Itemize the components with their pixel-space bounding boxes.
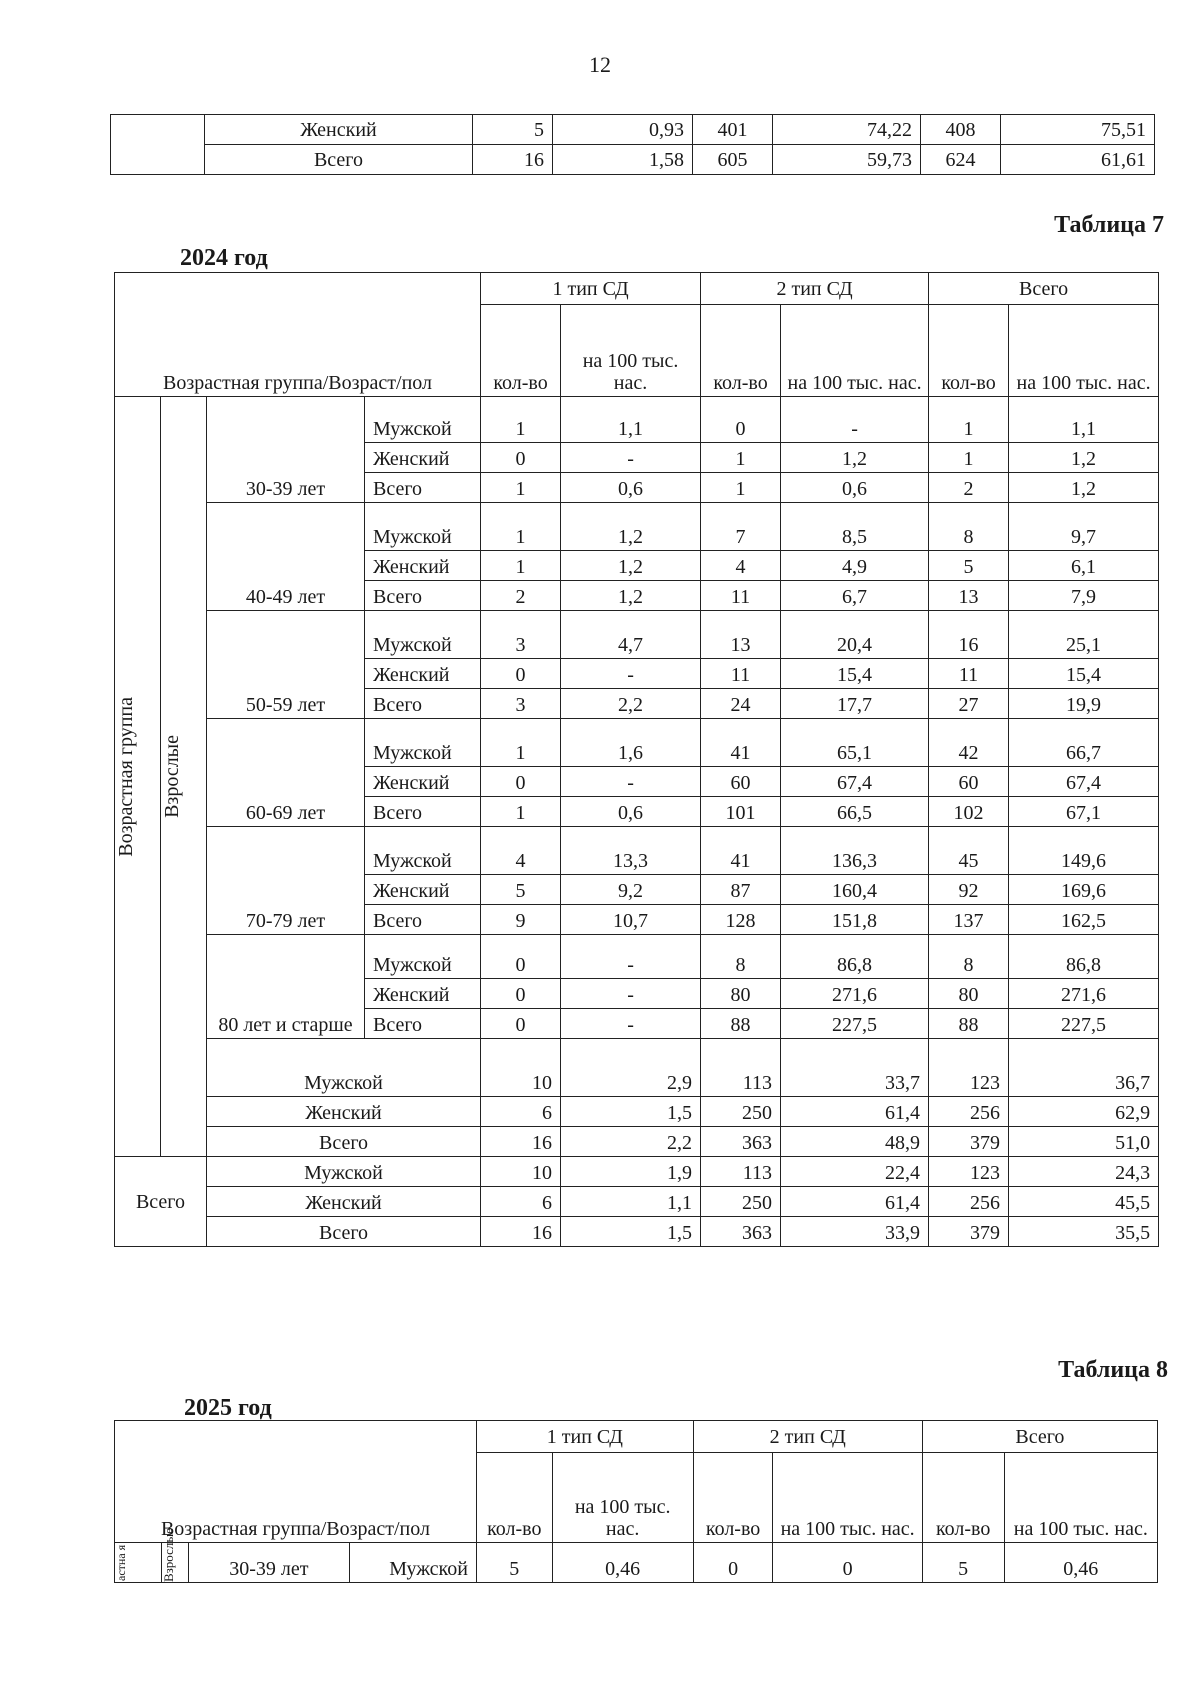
sex-cell: Мужской [365,503,481,551]
value-cell: 11 [701,581,781,611]
value-cell: 92 [929,875,1009,905]
value-cell: 1 [481,503,561,551]
value-cell: 48,9 [781,1127,929,1157]
value-cell: 1,1 [1009,397,1159,443]
header-rate: на 100 тыс. нас. [773,1453,922,1543]
value-cell: 2,2 [561,689,701,719]
sex-cell: Мужской [365,935,481,979]
value-cell: 27 [929,689,1009,719]
sex-cell: Всего [365,1009,481,1039]
age-cell: 60-69 лет [207,719,365,827]
value-cell: 16 [481,1127,561,1157]
value-cell: 41 [701,719,781,767]
value-cell: 1,2 [561,581,701,611]
sex-total-cell: Мужской [207,1039,481,1097]
value-cell: 9 [481,905,561,935]
header-group-type2: 2 тип СД [693,1421,922,1453]
value-cell: 0,46 [552,1543,693,1583]
value-cell: 86,8 [781,935,929,979]
value-cell: 5 [922,1543,1004,1583]
sex-cell: Всего [365,797,481,827]
value-cell: 0 [693,1543,773,1583]
sex-cell: Женский [365,551,481,581]
value-cell: 22,4 [781,1157,929,1187]
sex-total-cell: Всего [207,1127,481,1157]
value-cell: 1,2 [561,551,701,581]
value-cell: 113 [701,1039,781,1097]
value-cell: 3 [481,689,561,719]
table-7-title: Таблица 7 [1054,212,1164,238]
value-cell: 0 [481,659,561,689]
table-row [115,1097,1159,1127]
sex-cell: Женский [365,767,481,797]
value-cell: 256 [929,1187,1009,1217]
empty-cell [111,115,205,175]
table-row [115,1157,1159,1187]
age-cell: 30-39 лет [188,1543,350,1583]
value-cell: 1,2 [561,503,701,551]
value-cell: 123 [929,1157,1009,1187]
header-group-total: Всего [922,1421,1157,1453]
value-cell: 113 [701,1157,781,1187]
value-cell: 20,4 [781,611,929,659]
value-cell: 1 [481,797,561,827]
value-cell: 0,6 [561,473,701,503]
value-cell: 1 [481,719,561,767]
value-cell: 6,1 [1009,551,1159,581]
value-cell: - [561,935,701,979]
table-7 [114,272,1159,1247]
sex-cell: Всего [205,145,473,175]
value-cell: 6 [481,1097,561,1127]
value-cell: 42 [929,719,1009,767]
value-cell: 408 [921,115,1001,145]
value-cell: 3 [481,611,561,659]
age-cell: 30-39 лет [207,397,365,503]
header-rate: на 100 тыс. нас. [561,305,701,397]
age-cell: 40-49 лет [207,503,365,611]
header-count: кол-во [476,1453,552,1543]
value-cell: 10 [481,1039,561,1097]
value-cell: 1,1 [561,1187,701,1217]
value-cell: 8 [929,935,1009,979]
value-cell: 256 [929,1097,1009,1127]
value-cell: 1,1 [561,397,701,443]
value-cell: 1 [481,473,561,503]
table-8-year: 2025 год [184,1395,272,1421]
value-cell: 61,4 [781,1097,929,1127]
value-cell: 624 [921,145,1001,175]
value-cell: 24 [701,689,781,719]
value-cell: 136,3 [781,827,929,875]
value-cell: 0 [701,397,781,443]
value-cell: 10 [481,1157,561,1187]
header-group-total: Всего [929,273,1159,305]
value-cell: 61,61 [1001,145,1155,175]
value-cell: 1,2 [1009,473,1159,503]
value-cell: 5 [473,115,553,145]
grand-total-label: Всего [115,1157,207,1247]
value-cell: 363 [701,1217,781,1247]
table-row [115,611,1159,659]
value-cell: 7,9 [1009,581,1159,611]
value-cell: 75,51 [1001,115,1155,145]
value-cell: 87 [701,875,781,905]
sex-cell: Женский [365,979,481,1009]
header-rate: на 100 тыс. нас. [781,305,929,397]
sex-total-cell: Женский [207,1187,481,1217]
sex-cell: Мужской [365,397,481,443]
value-cell: 80 [929,979,1009,1009]
value-cell: 0,93 [553,115,693,145]
value-cell: 2 [929,473,1009,503]
header-rate: на 100 тыс. нас. [1009,305,1159,397]
value-cell: 1 [481,397,561,443]
value-cell: 0 [481,935,561,979]
header-group-type2: 2 тип СД [701,273,929,305]
value-cell: 35,5 [1009,1217,1159,1247]
header-corner: Возрастная группа/Возраст/пол [115,1421,477,1543]
value-cell: 250 [701,1187,781,1217]
value-cell: 17,7 [781,689,929,719]
value-cell: - [561,1009,701,1039]
age-cell: 80 лет и старше [207,935,365,1039]
value-cell: 160,4 [781,875,929,905]
value-cell: - [561,979,701,1009]
sex-total-cell: Женский [207,1097,481,1127]
value-cell: 5 [929,551,1009,581]
value-cell: 13 [701,611,781,659]
inner-group-label: Взрослые [162,1543,189,1583]
header-count: кол-во [693,1453,773,1543]
table-row [115,719,1159,767]
value-cell: 86,8 [1009,935,1159,979]
value-cell: 1 [929,397,1009,443]
value-cell: 1 [481,551,561,581]
value-cell: 8,5 [781,503,929,551]
outer-group-label: Возрастная группа [115,397,161,1157]
header-group-type1: 1 тип СД [481,273,701,305]
value-cell: 1,6 [561,719,701,767]
value-cell: - [561,443,701,473]
value-cell: 1,5 [561,1097,701,1127]
value-cell: 36,7 [1009,1039,1159,1097]
value-cell: 401 [693,115,773,145]
value-cell: 1,58 [553,145,693,175]
value-cell: 123 [929,1039,1009,1097]
table-row [115,827,1159,875]
value-cell: 24,3 [1009,1157,1159,1187]
sex-cell: Женский [365,875,481,905]
sex-cell: Мужской [365,719,481,767]
value-cell: 25,1 [1009,611,1159,659]
table-row [115,1039,1159,1097]
value-cell: 0 [481,1009,561,1039]
value-cell: 8 [929,503,1009,551]
value-cell: 0 [773,1543,922,1583]
sex-total-cell: Мужской [207,1157,481,1187]
value-cell: 151,8 [781,905,929,935]
value-cell: 67,1 [1009,797,1159,827]
value-cell: 74,22 [773,115,921,145]
value-cell: 80 [701,979,781,1009]
value-cell: 162,5 [1009,905,1159,935]
sex-cell: Всего [365,581,481,611]
outer-group-label: астна я [115,1543,162,1583]
value-cell: 33,7 [781,1039,929,1097]
header-count: кол-во [922,1453,1004,1543]
value-cell: 8 [701,935,781,979]
header-count: кол-во [701,305,781,397]
value-cell: 60 [701,767,781,797]
header-rate: на 100 тыс. нас. [552,1453,693,1543]
value-cell: 6 [481,1187,561,1217]
value-cell: 88 [929,1009,1009,1039]
value-cell: 227,5 [781,1009,929,1039]
age-cell: 70-79 лет [207,827,365,935]
value-cell: 88 [701,1009,781,1039]
value-cell: 0 [481,767,561,797]
value-cell: 45,5 [1009,1187,1159,1217]
table-7-year: 2024 год [180,245,268,271]
value-cell: 2,9 [561,1039,701,1097]
value-cell: 137 [929,905,1009,935]
value-cell: 1 [701,473,781,503]
value-cell: 4 [481,827,561,875]
sex-cell: Мужской [365,611,481,659]
value-cell: 0 [481,979,561,1009]
value-cell: 9,2 [561,875,701,905]
sex-cell: Женский [365,443,481,473]
value-cell: 61,4 [781,1187,929,1217]
value-cell: 7 [701,503,781,551]
value-cell: 2,2 [561,1127,701,1157]
value-cell: 0,46 [1004,1543,1157,1583]
value-cell: 16 [473,145,553,175]
table-row [115,1187,1159,1217]
value-cell: 16 [929,611,1009,659]
value-cell: 379 [929,1217,1009,1247]
value-cell: - [781,397,929,443]
value-cell: - [561,659,701,689]
value-cell: 1,2 [1009,443,1159,473]
age-cell: 50-59 лет [207,611,365,719]
value-cell: 1 [701,443,781,473]
header-count: кол-во [929,305,1009,397]
header-corner: Возрастная группа/Возраст/пол [115,273,481,397]
value-cell: 62,9 [1009,1097,1159,1127]
value-cell: 59,73 [773,145,921,175]
value-cell: 11 [929,659,1009,689]
value-cell: 10,7 [561,905,701,935]
value-cell: 13 [929,581,1009,611]
sex-total-cell: Всего [207,1217,481,1247]
value-cell: 45 [929,827,1009,875]
value-cell: 1 [929,443,1009,473]
value-cell: 19,9 [1009,689,1159,719]
table-row [115,397,1159,443]
value-cell: 65,1 [781,719,929,767]
header-group-type1: 1 тип СД [476,1421,693,1453]
value-cell: 9,7 [1009,503,1159,551]
value-cell: 250 [701,1097,781,1127]
value-cell: 5 [481,875,561,905]
continuation-table [110,114,1155,175]
value-cell: 15,4 [781,659,929,689]
sex-cell: Женский [365,659,481,689]
value-cell: 1,9 [561,1157,701,1187]
value-cell: 102 [929,797,1009,827]
value-cell: 271,6 [781,979,929,1009]
value-cell: 4,9 [781,551,929,581]
header-count: кол-во [481,305,561,397]
value-cell: 11 [701,659,781,689]
sex-cell: Всего [365,473,481,503]
value-cell: 169,6 [1009,875,1159,905]
value-cell: 128 [701,905,781,935]
value-cell: 4 [701,551,781,581]
value-cell: 1,5 [561,1217,701,1247]
value-cell: 6,7 [781,581,929,611]
value-cell: 51,0 [1009,1127,1159,1157]
value-cell: 67,4 [781,767,929,797]
value-cell: 2 [481,581,561,611]
value-cell: 227,5 [1009,1009,1159,1039]
sex-cell: Женский [205,115,473,145]
table-row [115,1127,1159,1157]
table-row [115,935,1159,979]
header-rate: на 100 тыс. нас. [1004,1453,1157,1543]
value-cell: 66,7 [1009,719,1159,767]
value-cell: 60 [929,767,1009,797]
value-cell: 379 [929,1127,1009,1157]
value-cell: 101 [701,797,781,827]
inner-group-label: Взрослые [161,397,207,1157]
value-cell: 271,6 [1009,979,1159,1009]
table-8 [114,1420,1158,1583]
value-cell: 66,5 [781,797,929,827]
page-number: 12 [589,52,611,77]
value-cell: 149,6 [1009,827,1159,875]
value-cell: 67,4 [1009,767,1159,797]
value-cell: 16 [481,1217,561,1247]
table-8-title: Таблица 8 [1058,1357,1168,1383]
value-cell: 5 [476,1543,552,1583]
table-row [115,503,1159,551]
value-cell: 363 [701,1127,781,1157]
value-cell: 4,7 [561,611,701,659]
value-cell: 605 [693,145,773,175]
value-cell: 0 [481,443,561,473]
value-cell: 0,6 [561,797,701,827]
sex-cell: Мужской [365,827,481,875]
value-cell: 1,2 [781,443,929,473]
value-cell: 0,6 [781,473,929,503]
value-cell: 33,9 [781,1217,929,1247]
sex-cell: Мужской [350,1543,477,1583]
value-cell: 15,4 [1009,659,1159,689]
value-cell: 13,3 [561,827,701,875]
value-cell: - [561,767,701,797]
table-row [115,1217,1159,1247]
sex-cell: Всего [365,689,481,719]
value-cell: 41 [701,827,781,875]
sex-cell: Всего [365,905,481,935]
